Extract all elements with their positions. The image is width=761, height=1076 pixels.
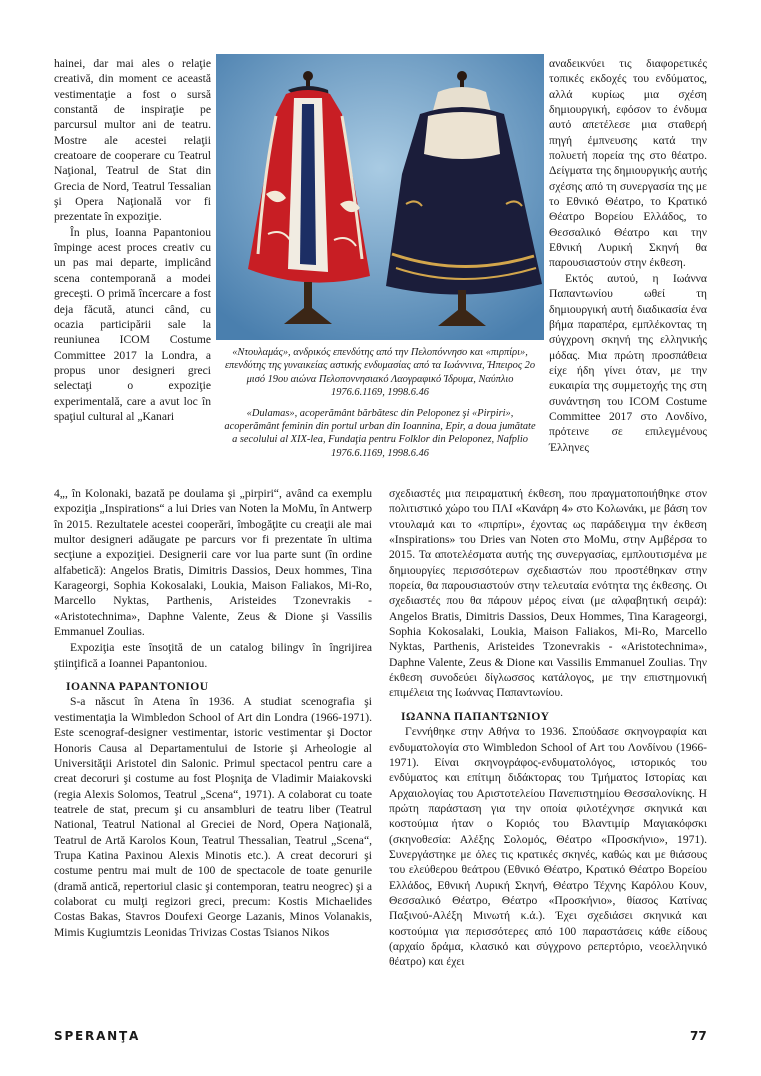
gr-bio-paragraph: Γεννήθηκε στην Αθήνα το 1936. Σπούδασε σκηνογραφία και ενδυματολογία στο Wimbledon School of Art του Λονδίνου (1966-1971). Είναι σκηνογράφος-ενδυματολόγος, ιστορικός του ενδύματος και επίτιμη διδάκτορας του Τμήματος Ιστορίας και Αρχαιολογίας του Αριστοτελείου Πανεπιστημίου Θεσσαλονίκης. Η πρώτη παράσταση για την οποία φιλοτέχνησε σκηνικά και κοστούμια ήταν ο Κοριός του Βλαντιμίρ Μαγιακόφσκι (σκηνοθεσία: Αλέξης Σολομός, Θέατρο «Προσκήνιο», 1971). Συνεργάστηκε με όλες τις κρατικές σκηνές, καθώς και με θιάσους του ελεύθερου θεάτρου (Εθνικό Θέατρο, Κρατικό Θέατρο Βορείου Ελλάδος, Εθνική Λυρική Σκηνή, Θέατρο Τέχνης Καρόλου Κουν, Θεσσαλικό Θέατρο, Θέατρο «Προσκήνιο», θίασος Κατίνας Παξινού-Αλέξη Μινωτή κ.ά.). Έχει σχεδιάσει σκηνικά και κοστούμια για περισσότερες από 100 παραστάσεις κάθε είδους (αρχαίο δράμα, κλασικό και σύγχρονο ρεπερτόριο, νεοελληνικό θέατρο) και έχει [389,725,707,969]
gr-wide-column [389,486,707,970]
ro-bio-heading: IOANNA PAPANTONIOU [66,680,209,694]
gr-paragraph: Εκτός αυτού, η Ιωάννα Παπαντωνίου ωθεί τη δημιουργική αυτή διαδικασία ένα βήμα παραπέρα, εμπλέκοντας τη σύγχρονη σκηνή της ελληνικής μόδας. Μια πρώτη προσπάθεια είχε ήδη γίνει όταν, με την ευκαιρία της συμμετοχής της στη συνάντηση του ICOM Costume Committee 2017 στο Λονδίνο, πρότεινε σε επιλεγμένους Έλληνες [549,271,707,454]
gr-narrow-column [549,56,707,455]
figure-caption [224,346,536,467]
costume-photo [216,54,544,340]
page-number: 77 [690,1029,707,1043]
ro-paragraph: Expoziţia este însoţită de un catalog bilingv în îngrijirea ştiinţifică a Ioannei Papantoniou. [54,641,372,670]
costume-illustration [216,54,544,340]
ro-paragraph: 4„, în Kolonaki, bazată pe doulama şi „pirpiri“, având ca exemplu expoziţia „Inspirations“ a lui Dries van Noten la MoMu, în Antwerp în 2015. Rezultatele acestei cooperări, îmbogăţite cu creaţii ale mai multor designeri adăugate pe parcurs vor fi prezentate în ultima secţiune a expoziţiei. Designerii care vor lua parte sunt (în ordine alfabetică): Angelos Bratis, Dimitris Dassios, Deux hommes, Tina Karageorgi, Sophia Kokosalaki, Loukia, Maison Faliakos, Mi-Ro, Marcello Nyktas, Parthenis, Aristeides Tzonevrakis - «Aristotechnima», Daphne Valente, Zeus & Dione şi Vassilis Emmanuel Zoulias. [54,487,372,639]
gr-paragraph: σχεδιαστές μια πειραματική έκθεση, που πραγματοποιήθηκε στον πολιτιστικό χώρο του ΠΛΙ «Κανάρη 4» στο Κολωνάκι, με βάση τον ντουλαμά και το «πιρπίρι», έχοντας ως παράδειγμα την έκθεση «Inspirations» του Dries van Noten στο MoMu, στην Αμβέρσα το 2015. Τα αποτελέσματα αυτής της συνεργασίας, εμπλουτισμένα με δημιουργίες περισσότερων σχεδιαστών που προστέθηκαν στην πορεία, θα παρουσιαστούν στην τελευταία ενότητα της έκθεσης. Οι σχεδιαστές που θα πάρουν μέρος είναι (με αλφαβητική σειρά): Angelos Bratis, Dimitris Dassios, Deux Hommes, Tina Karageorgi, Sophia Kokosalaki, Loukia, Maison Faliakos, Mi-Ro, Marcello Nyktas, Parthenis, Aristeides Tzonevrakis - «Aristotechnima», Daphne Valente, Zeus & Dione και Vassilis Emmanuel Zoulias. Την έκθεση συνοδεύει δίγλωσσος κατάλογος, με την επιστημονική επιμέλεια της Ιωάννας Παπαντωνίου. [389,487,707,700]
ro-bio-paragraph: S-a născut în Atena în 1936. A studiat scenografia şi vestimentaţia la Wimbledon School of Art din Londra (1966-1971). Este scenograf-designer vestimentar, istoric vestimentar şi Doctor Honoris Causa al Departamentului de Istorie şi Arheologie al Universităţii Aristotel din Salonic. Primul spectacol pentru care a creat decoruri şi costume au fost Ploşniţa de Vladimir Maiakovski (regia Alexis Solomos, Teatrul „Scena“, 1971). A colaborat cu toate teatrele de stat, precum şi cu ansambluri de teatru liber (Teatrul National, Teatrul National al Greciei de Nord, Opera Naţională, Teatrul de Artă Karolos Koun, Teatrul Thessalian, Teatrul „Scena“, Trupa Katina Paxinou Alexis Minotis etc.). A creat decoruri şi costume pentru mai mult de 100 de spectacole de toate genurile (dramă antică, repertoriul clasic şi contemporan, teatru neogrec) şi a colaborat cu mulţi regizori greci, precum: Kostis Michaelides Costas Bakas, Stavros Doufexi George Lazanis, Minos Volanakis, Mimis Kugiumtzis Leonidas Trivizas Costas Tsianos Nikos [54,695,372,939]
ro-narrow-column [54,56,211,424]
gr-bio-heading: ΙΩΑΝΝΑ ΠΑΠΑΝΤΩΝΙΟΥ [401,709,550,723]
caption-romanian: «Dulamas», acoperământ bărbătesc din Peloponez şi «Pirpiri», acoperământ feminin din portul urban din Ioannina, Epir, a doua jumătate a secolului al XIX-lea, Fundaţia pentru Folklor din Peloponez, Nafplio 1976.6.1169, 1998.6.46 [224,407,536,459]
ro-paragraph: hainei, dar mai ales o relaţie creativă, din moment ce această vestimentaţie a fost o sursă constantă de inspiraţie pe parcursul multor ani de teatru. Mostre ale acestei relaţii creatoare de cooperare cu Teatrul Naţional, Teatrul de Stat din Grecia de Nord, Teatrul Tessalian şi Opera Naţională vor fi prezentate în expoziţie. [54,57,211,224]
magazine-name: SPERANŢA [54,1029,141,1043]
caption-greek: «Ντουλαμάς», ανδρικός επενδύτης από την Πελοπόννησο και «πιρπίρι», επενδύτης της γυναικείας αστικής ενδυμασίας από τα Ιωάννινα, Ήπειρος 2ο μισό 19ου αιώνα Πελοποννησιακό Λαογραφικό Ίδρυμα, Ναύπλιο 1976.6.1169, 1998.6.46 [224,347,536,399]
ro-paragraph: În plus, Ioanna Papantoniou împinge acest proces creativ cu un pas mai departe, implicând scena contemporană a modei greceşti. O primă încercare a fost deja făcută, atunci când, cu ocazia participării sale la reuniunea ICOM Costume Committee 2017 la Londra, a propus unor designeri greci selectaţi o expoziţie experimentală, care a avut loc în spaţiul cultural al „Kanari [54,225,211,423]
costume-figure [216,54,544,478]
ro-wide-column [54,486,372,940]
gr-paragraph: αναδεικνύει τις διαφορετικές τοπικές εκδοχές του ενδύματος, αλλά κυρίως μια σχέση δημιουργική, εφόσον το ένδυμα αυτό απετέλεσε μια σταθερή πηγή έμπνευσης κατά την πολυετή πορεία της στο θέατρο. Δείγματα της δημιουργικής αυτής σχέσης από τη συνεργασία της με το Εθνικό Θέατρο, το Κρατικό Θέατρο Βορείου Ελλάδος, το Θεσσαλικό Θέατρο και την Εθνική Λυρική Σκηνή θα παρουσιαστούν στην έκθεση. [549,57,707,270]
